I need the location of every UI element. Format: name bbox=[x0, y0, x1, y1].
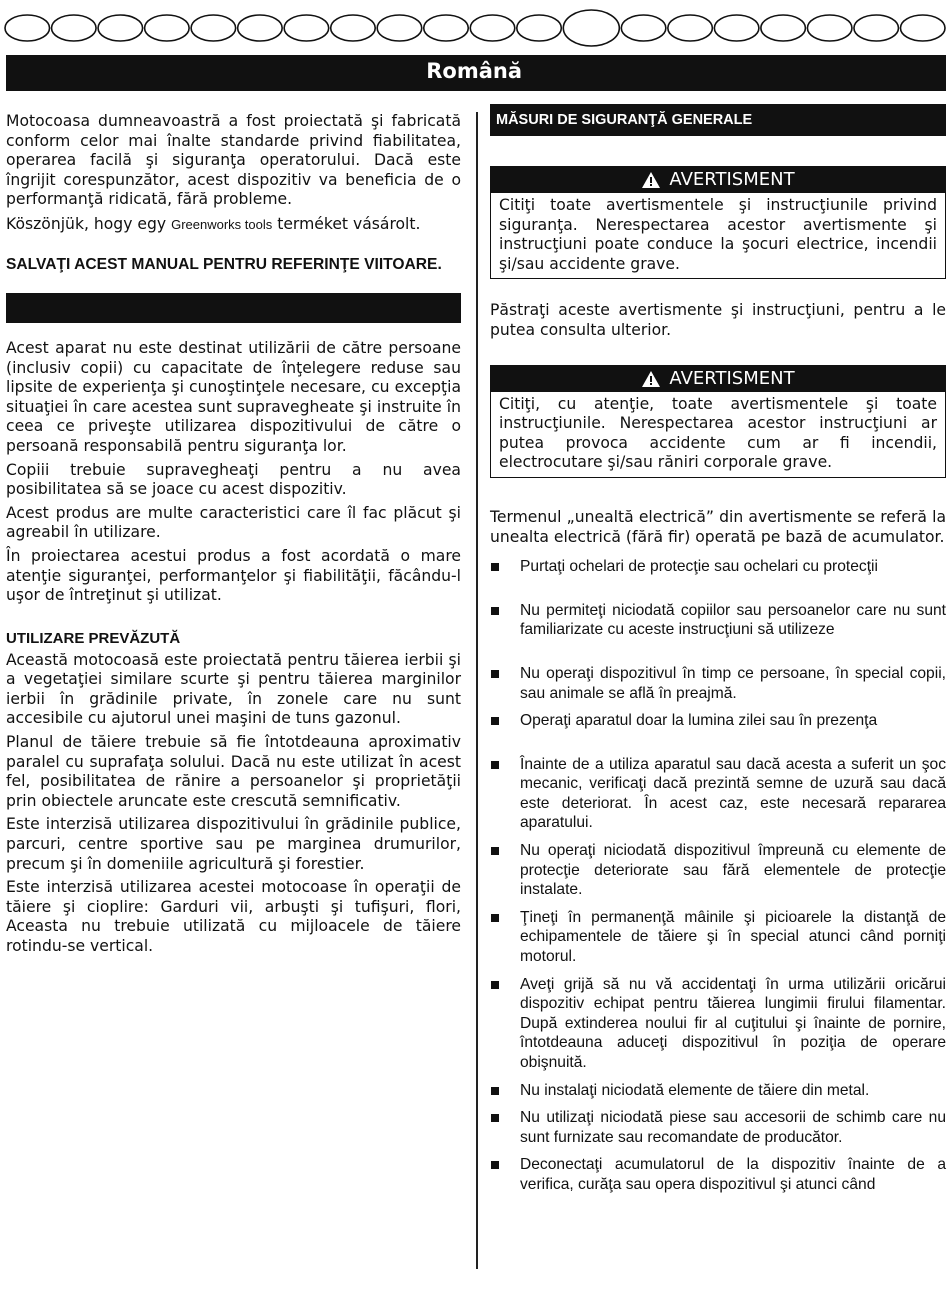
language-tab-oval bbox=[761, 15, 806, 41]
warning-header bbox=[491, 167, 945, 193]
list-item: Nu instalaţi niciodată elemente de tăiere din metal. bbox=[490, 1081, 946, 1101]
warning-triangle-icon bbox=[641, 171, 661, 189]
bullet-square-icon bbox=[491, 914, 499, 922]
left-column bbox=[6, 112, 461, 961]
bullet-square-icon bbox=[491, 981, 499, 989]
list-item: Operaţi aparatul doar la lumina zilei sau în prezenţa bbox=[490, 711, 946, 731]
warning-box bbox=[490, 166, 946, 279]
language-tab-oval bbox=[145, 15, 190, 41]
keep-instructions-text: Păstraţi aceste avertismente şi instrucţiuni, pentru a le putea consulta ulterior. bbox=[490, 301, 946, 339]
bullet-square-icon bbox=[491, 563, 499, 571]
list-item: Deconectaţi acumulatorul de la dispozitiv înainte de a verifica, curăţa sau opera dispozitivul şi atunci când bbox=[490, 1155, 946, 1194]
safety-section-heading: MĂSURI DE SIGURANŢĂ GENERALE bbox=[490, 104, 946, 136]
brand-name: Greenworks tools bbox=[171, 216, 273, 232]
language-title: Română bbox=[426, 59, 522, 83]
warning-title: AVERTISMENT bbox=[669, 367, 795, 389]
language-tab-oval bbox=[668, 15, 713, 41]
intended-use-paragraph: Această motocoasă este proiectată pentru tăierea ierbii şi a vegetaţiei similare scurte şi pentru tăierea marginilor ierbii în grădinile private, în zonele care nu sunt accesibile cu ajutorul unei maşini de tuns gazonul. bbox=[6, 650, 461, 728]
right-column bbox=[490, 104, 946, 1195]
language-tab-oval bbox=[5, 15, 50, 41]
intended-use-paragraph: Planul de tăiere trebuie să fie întotdeauna aproximativ paralel cu suprafaţa solului. Dacă nu este utilizat în acest fel, posibilitatea de rănire a persoanelor şi proprietăţii prin obiectele aruncate este crescută semnificativ. bbox=[6, 733, 461, 810]
intro-paragraph: Motocoasa dumneavoastră a fost proiectată şi fabricată conform celor mai înalte standarde privind fiabilitatea, operarea facilă şi siguranţa operatorului. Dacă este îngrijit corespunzător, acest dispozitiv va beneficia de o performanţă ridicată, fără probleme. bbox=[6, 112, 461, 209]
language-tab-oval bbox=[714, 15, 759, 41]
paragraph: Acest produs are multe caracteristici care îl fac plăcut şi agreabil în utilizare. bbox=[6, 503, 461, 542]
safety-bullet-list bbox=[490, 557, 946, 1194]
list-item: Înainte de a utiliza aparatul sau dacă acesta a suferit un şoc mecanic, verificaţi dacă prezintă semne de uzură sau dacă este deteriorat. În acest caz, este necesară repararea aparatului. bbox=[490, 755, 946, 833]
language-tab-oval bbox=[331, 15, 376, 41]
language-tab-oval bbox=[517, 15, 562, 41]
language-tab-oval bbox=[191, 15, 236, 41]
bullet-square-icon bbox=[491, 717, 499, 725]
paragraph: Acest aparat nu este destinat utilizării de către persoane (inclusiv copii) cu capacitate de înţelegere reduse sau lipsite de experienţa şi cunoştinţele necesare, cu excepţia situaţiei în care acestea sunt supravegheate şi instruite în ceea ce priveşte utilizarea dispozitivului de către o persoană responsabilă pentru siguranţa lor. bbox=[6, 338, 461, 455]
language-tab-oval bbox=[98, 15, 143, 41]
warning-title: AVERTISMENT bbox=[669, 169, 795, 190]
warning-header bbox=[491, 366, 945, 392]
list-item: Aveţi grijă să nu vă accidentaţi în urma utilizării oricărui dispozitiv echipat pentru tăierea lungimii firului filamentar. După extinderea noului fir al cuţitului şi înainte de pornire, întotdeauna aduceţi dispozitivul în poziţia de operare obişnuită. bbox=[490, 975, 946, 1073]
list-item: Nu operaţi dispozitivul în timp ce persoane, în special copii, sau animale se află în preajmă. bbox=[490, 664, 946, 703]
language-tab-oval bbox=[563, 10, 619, 46]
column-divider bbox=[476, 112, 478, 1269]
warning-text: Citiţi toate avertismentele şi instrucţiunile privind siguranţa. Nerespectarea acestor avertismente şi instrucţiuni poate conduce la şocuri electrice, incendii şi/sau accidente grave. bbox=[499, 196, 937, 273]
language-tab-ovals bbox=[4, 8, 946, 48]
list-item: Purtaţi ochelari de protecţie sau ochelari cu protecţii bbox=[490, 557, 946, 577]
thanks-prefix: Köszönjük, hogy egy bbox=[6, 214, 167, 233]
language-tab-oval bbox=[900, 15, 945, 41]
thanks-suffix: terméket vásárolt. bbox=[277, 214, 421, 233]
warning-text: Citiţi, cu atenţie, toate avertismentele şi toate instrucţiunile. Nerespectarea acestor instrucţiuni ar putea provoca accidente cum ar fi incendii, electrocutare şi/sau răniri corporale grave. bbox=[499, 394, 937, 472]
language-tab-oval bbox=[807, 15, 852, 41]
bullet-square-icon bbox=[491, 607, 499, 615]
language-tab-oval bbox=[854, 15, 899, 41]
language-tab-oval bbox=[621, 15, 666, 41]
paragraph: Copiii trebuie supravegheaţi pentru a nu avea posibilitatea să se joace cu acest dispozitiv. bbox=[6, 460, 461, 499]
list-item: Nu permiteţi niciodată copiilor sau persoanelor care nu sunt familiarizate cu aceste instrucţiuni să utilizeze bbox=[490, 601, 946, 640]
bullet-square-icon bbox=[491, 1161, 499, 1169]
bullet-square-icon bbox=[491, 1114, 499, 1122]
intended-use-heading: UTILIZARE PREVĂZUTĂ bbox=[6, 629, 181, 647]
bullet-square-icon bbox=[491, 670, 499, 678]
power-tool-definition: Termenul „unealtă electrică” din avertismente se referă la unealta electrică (fără fir) operată pe bază de acumulator. bbox=[490, 507, 946, 546]
list-item: Nu utilizaţi niciodată piese sau accesorii de schimb care nu sunt furnizate sau recomandate de producător. bbox=[490, 1108, 946, 1147]
list-item: Nu operaţi niciodată dispozitivul împreună cu elemente de protecţie deteriorate sau fără elementele de protecţie instalate. bbox=[490, 841, 946, 900]
paragraph: În proiectarea acestui produs a fost acordată o mare atenţie siguranţei, performanţelor şi fiabilităţii, făcându-l uşor de întreţinut şi utilizat. bbox=[6, 546, 461, 605]
save-manual-notice: SALVAŢI ACEST MANUAL PENTRU REFERINŢE VIITOARE. bbox=[6, 255, 442, 273]
language-tab-oval bbox=[470, 15, 515, 41]
language-header-bar bbox=[6, 55, 946, 91]
bullet-square-icon bbox=[491, 761, 499, 769]
language-tab-oval bbox=[424, 15, 469, 41]
list-item: Ţineţi în permanenţă mâinile şi picioarele la distanţă de echipamentele de tăiere şi în special atunci când porniţi motorul. bbox=[490, 908, 946, 967]
language-tab-oval bbox=[284, 15, 329, 41]
intended-use-paragraph: Este interzisă utilizarea dispozitivului în grădinile publice, parcuri, centre sportive sau pe marginea drumurilor, precum şi în domeniile agricultură şi forestier. bbox=[6, 815, 461, 873]
bullet-square-icon bbox=[491, 847, 499, 855]
warning-triangle-icon bbox=[641, 370, 661, 388]
language-tab-oval bbox=[238, 15, 283, 41]
section-bar-empty bbox=[6, 293, 461, 323]
language-tab-oval bbox=[52, 15, 97, 41]
intended-use-paragraph: Este interzisă utilizarea acestei motocoase în operaţii de tăiere şi cioplire: Garduri vii, arbuşti şi tufişuri, flori, Aceasta nu trebuie utilizată cu mijloacele de tăiere rotindu-se vertical. bbox=[6, 878, 461, 955]
warning-box bbox=[490, 365, 946, 478]
thanks-line bbox=[6, 214, 461, 235]
bullet-square-icon bbox=[491, 1087, 499, 1095]
language-tab-oval bbox=[377, 15, 422, 41]
